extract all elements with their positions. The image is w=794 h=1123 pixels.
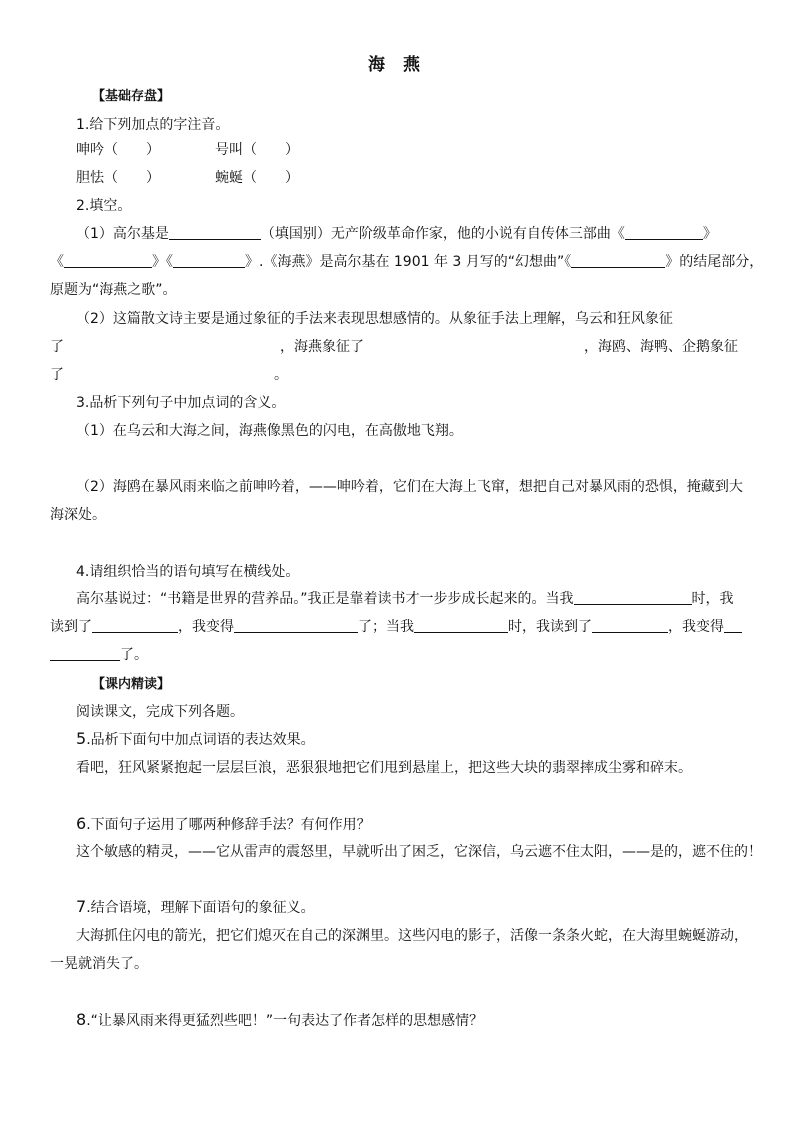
q2-text: 《 bbox=[50, 254, 64, 270]
reading-instruction: 阅读课文，完成下列各题。 bbox=[76, 704, 244, 720]
question-number: 8 bbox=[76, 1010, 87, 1029]
section-heading-basics: 【基础存盘】 bbox=[92, 89, 171, 104]
q2-text: 》的结尾部分， bbox=[665, 254, 764, 270]
q4-text: 高尔基说过：“书籍是世界的营养品。”我正是靠着读书才一步步成长起来的。当我 bbox=[76, 591, 574, 607]
q2-part1-line2 bbox=[50, 253, 763, 271]
section-heading-reading: 【课内精读】 bbox=[92, 677, 171, 692]
q2-text: 了 bbox=[50, 339, 64, 355]
q3-sentence-1: （1）在乌云和大海之间，海燕像黑色的闪电，在高傲地飞翔。 bbox=[76, 423, 463, 439]
q3-sentence-2-line2: 海深处。 bbox=[50, 507, 106, 523]
answer-blank[interactable] bbox=[173, 254, 245, 268]
answer-blank[interactable] bbox=[571, 254, 665, 268]
question-7-prompt bbox=[76, 898, 315, 917]
q2-text: （填国别）无产阶级革命作家，他的小说有自传体三部曲《 bbox=[260, 226, 625, 242]
answer-blank[interactable] bbox=[574, 591, 692, 605]
q4-text: 时，我读到了 bbox=[508, 619, 592, 635]
pinyin-item-1: 呻吟（ ） bbox=[76, 142, 160, 158]
q4-line1 bbox=[76, 590, 734, 608]
answer-blank[interactable] bbox=[414, 619, 508, 633]
answer-blank[interactable] bbox=[234, 619, 358, 633]
answer-blank[interactable] bbox=[169, 226, 261, 240]
q4-text: ，我变得 bbox=[178, 619, 234, 635]
question-number: 5 bbox=[76, 729, 87, 748]
q2-part1-line3: 原题为“海燕之歌”。 bbox=[50, 282, 177, 298]
pinyin-item-2: 号叫（ ） bbox=[215, 142, 299, 158]
question-1-prompt: 1.给下列加点的字注音。 bbox=[76, 117, 230, 133]
q2-text: 》.《海燕》是高尔基在 1901 年 3 月写的“幻想曲”《 bbox=[245, 254, 572, 270]
q2-text: ，海鸥、海鸭、企鹅象征 bbox=[584, 339, 738, 355]
q4-text: 了。 bbox=[120, 647, 148, 663]
question-text: .“让暴风雨来得更猛烈些吧！”一句表达了作者怎样的思想感情？ bbox=[86, 1013, 484, 1029]
question-number: 6 bbox=[76, 814, 87, 833]
answer-blank[interactable] bbox=[592, 619, 668, 633]
q2-part2-line3 bbox=[50, 366, 288, 384]
q2-part2-line2 bbox=[50, 338, 738, 356]
q4-text: 时，我 bbox=[691, 591, 734, 607]
q2-text: 》《 bbox=[152, 254, 173, 270]
question-text: .品析下面句中加点词语的表达效果。 bbox=[86, 732, 315, 748]
pinyin-item-4: 蜿蜒（ ） bbox=[215, 170, 299, 186]
q2-text: ，海燕象征了 bbox=[280, 339, 364, 355]
question-text: .下面句子运用了哪两种修辞手法？有何作用？ bbox=[86, 817, 371, 833]
question-4-prompt: 4.请组织恰当的语句填写在横线处。 bbox=[76, 564, 300, 580]
q7-sentence-line1: 大海抓住闪电的箭光，把它们熄灭在自己的深渊里。这些闪电的影子，活像一条条火蛇，在大海里蜿蜒游动， bbox=[76, 928, 748, 944]
question-2-prompt: 2.填空。 bbox=[76, 198, 132, 214]
q2-text: （1）高尔基是 bbox=[76, 226, 169, 242]
q4-line3 bbox=[50, 646, 148, 664]
question-text: .结合语境，理解下面语句的象征义。 bbox=[86, 900, 315, 916]
q5-sentence: 看吧，狂风紧紧抱起一层层巨浪，恶狠狠地把它们甩到悬崖上，把这些大块的翡翠摔成尘雾和碎末。 bbox=[76, 760, 692, 776]
q4-text: 读到了 bbox=[50, 619, 92, 635]
answer-blank[interactable] bbox=[64, 254, 152, 268]
q6-sentence: 这个敏感的精灵，——它从雷声的震怒里，早就听出了困乏，它深信，乌云遮不住太阳，——是的，遮不住的！ bbox=[76, 844, 762, 860]
pinyin-item-3: 胆怯（ ） bbox=[76, 170, 160, 186]
q4-text: ，我变得 bbox=[668, 619, 724, 635]
question-6-prompt bbox=[76, 815, 371, 834]
q3-sentence-2-line1: （2）海鸥在暴风雨来临之前呻吟着，——呻吟着，它们在大海上飞窜，想把自己对暴风雨的恐惧，掩藏到大 bbox=[76, 479, 743, 495]
q7-sentence-line2: 一晃就消失了。 bbox=[50, 956, 148, 972]
q2-text: 。 bbox=[274, 367, 288, 383]
q2-text: 》 bbox=[702, 226, 717, 242]
page-title: 海 燕 bbox=[368, 55, 426, 75]
answer-blank[interactable] bbox=[724, 619, 742, 633]
q4-line2 bbox=[50, 618, 742, 636]
q2-part1-line1 bbox=[76, 225, 717, 243]
question-8-prompt bbox=[76, 1011, 483, 1030]
question-3-prompt: 3.品析下列句子中加点词的含义。 bbox=[76, 395, 286, 411]
q4-text: 了；当我 bbox=[358, 619, 414, 635]
q2-part2-line1: （2）这篇散文诗主要是通过象征的手法来表现思想感情的。从象征手法上理解，乌云和狂风象征 bbox=[76, 311, 673, 327]
question-5-prompt bbox=[76, 730, 315, 749]
answer-blank[interactable] bbox=[92, 619, 178, 633]
answer-blank[interactable] bbox=[625, 226, 703, 240]
answer-blank[interactable] bbox=[50, 647, 120, 661]
q2-text: 了 bbox=[50, 367, 64, 383]
question-number: 7 bbox=[76, 897, 87, 916]
